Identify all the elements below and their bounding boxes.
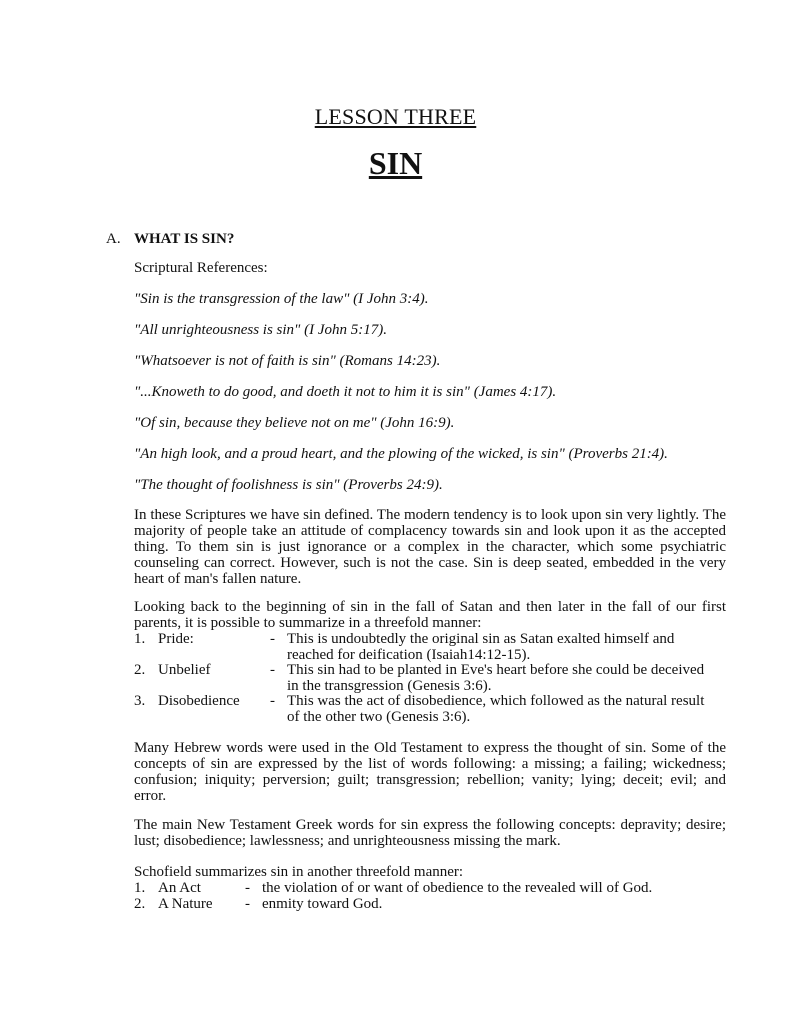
list-description: This sin had to be planted in Eve's heart before she could be deceived [287, 662, 705, 678]
list-description: the violation of or want of obedience to the revealed will of God. [262, 880, 653, 896]
reference-item: "Sin is the transgression of the law" (I John 3:4). [134, 291, 429, 307]
paragraph-hebrew-words: Many Hebrew words were used in the Old Testament to express the thought of sin. Some of the concepts of sin are expressed by the list of words following: a missing; a failing; wickedness; confusion; iniquity; perversion; guilt; transgression; rebellion; vanity; lying; deceit; evil; and error. [134, 740, 726, 804]
list-number: 1. [134, 631, 146, 647]
list-term: Unbelief [158, 662, 211, 678]
list-dash: - [270, 662, 275, 678]
list-number: 3. [134, 693, 146, 709]
list-description: enmity toward God. [262, 896, 383, 912]
reference-item: "Of sin, because they believe not on me" (John 16:9). [134, 415, 455, 431]
list-dash: - [270, 693, 275, 709]
list-number: 2. [134, 662, 146, 678]
reference-item: "...Knoweth to do good, and doeth it not to him it is sin" (James 4:17). [134, 384, 557, 400]
list-description: This is undoubtedly the original sin as Satan exalted himself and [287, 631, 675, 647]
list-term: An Act [158, 880, 201, 896]
list-description: of the other two (Genesis 3:6). [287, 709, 471, 725]
list-term: A Nature [158, 896, 213, 912]
section-title: WHAT IS SIN? [134, 231, 235, 247]
list-term: Disobedience [158, 693, 240, 709]
paragraph-threefold-intro: Looking back to the beginning of sin in the fall of Satan and then later in the fall of our first parents, it is possible to summarize in a threefold manner: [134, 599, 726, 631]
reference-item: "An high look, and a proud heart, and the plowing of the wicked, is sin" (Proverbs 21:4). [134, 446, 668, 462]
list-description: reached for deification (Isaiah14:12-15). [287, 647, 531, 663]
paragraph-schofield-intro: Schofield summarizes sin in another threefold manner: [134, 864, 464, 880]
reference-item: "The thought of foolishness is sin" (Proverbs 24:9). [134, 477, 443, 493]
main-title: SIN [368, 145, 423, 181]
list-description: This was the act of disobedience, which followed as the natural result [287, 693, 705, 709]
reference-item: "All unrighteousness is sin" (I John 5:17). [134, 322, 387, 338]
list-dash: - [245, 880, 250, 896]
list-number: 2. [134, 896, 146, 912]
lesson-title: LESSON THREE [314, 104, 477, 129]
section-letter: A. [106, 231, 121, 247]
paragraph-definition: In these Scriptures we have sin defined. The modern tendency is to look upon sin very lightly. The majority of people take an attitude of complacency towards sin and look upon it as the accepted thing. To them sin is just ignorance or a complex in the character, which some psychiatric counseling can correct. However, such is not the case. Sin is deep seated, embedded in the very heart of man's fallen nature. [134, 507, 726, 587]
reference-item: "Whatsoever is not of faith is sin" (Romans 14:23). [134, 353, 441, 369]
list-number: 1. [134, 880, 146, 896]
references-label: Scriptural References: [134, 260, 268, 276]
list-dash: - [270, 631, 275, 647]
list-dash: - [245, 896, 250, 912]
list-description: in the transgression (Genesis 3:6). [287, 678, 492, 694]
paragraph-greek-words: The main New Testament Greek words for sin express the following concepts: depravity; desire; lust; disobedience; lawlessness; and unrighteousness missing the mark. [134, 817, 726, 849]
list-term: Pride: [158, 631, 194, 647]
